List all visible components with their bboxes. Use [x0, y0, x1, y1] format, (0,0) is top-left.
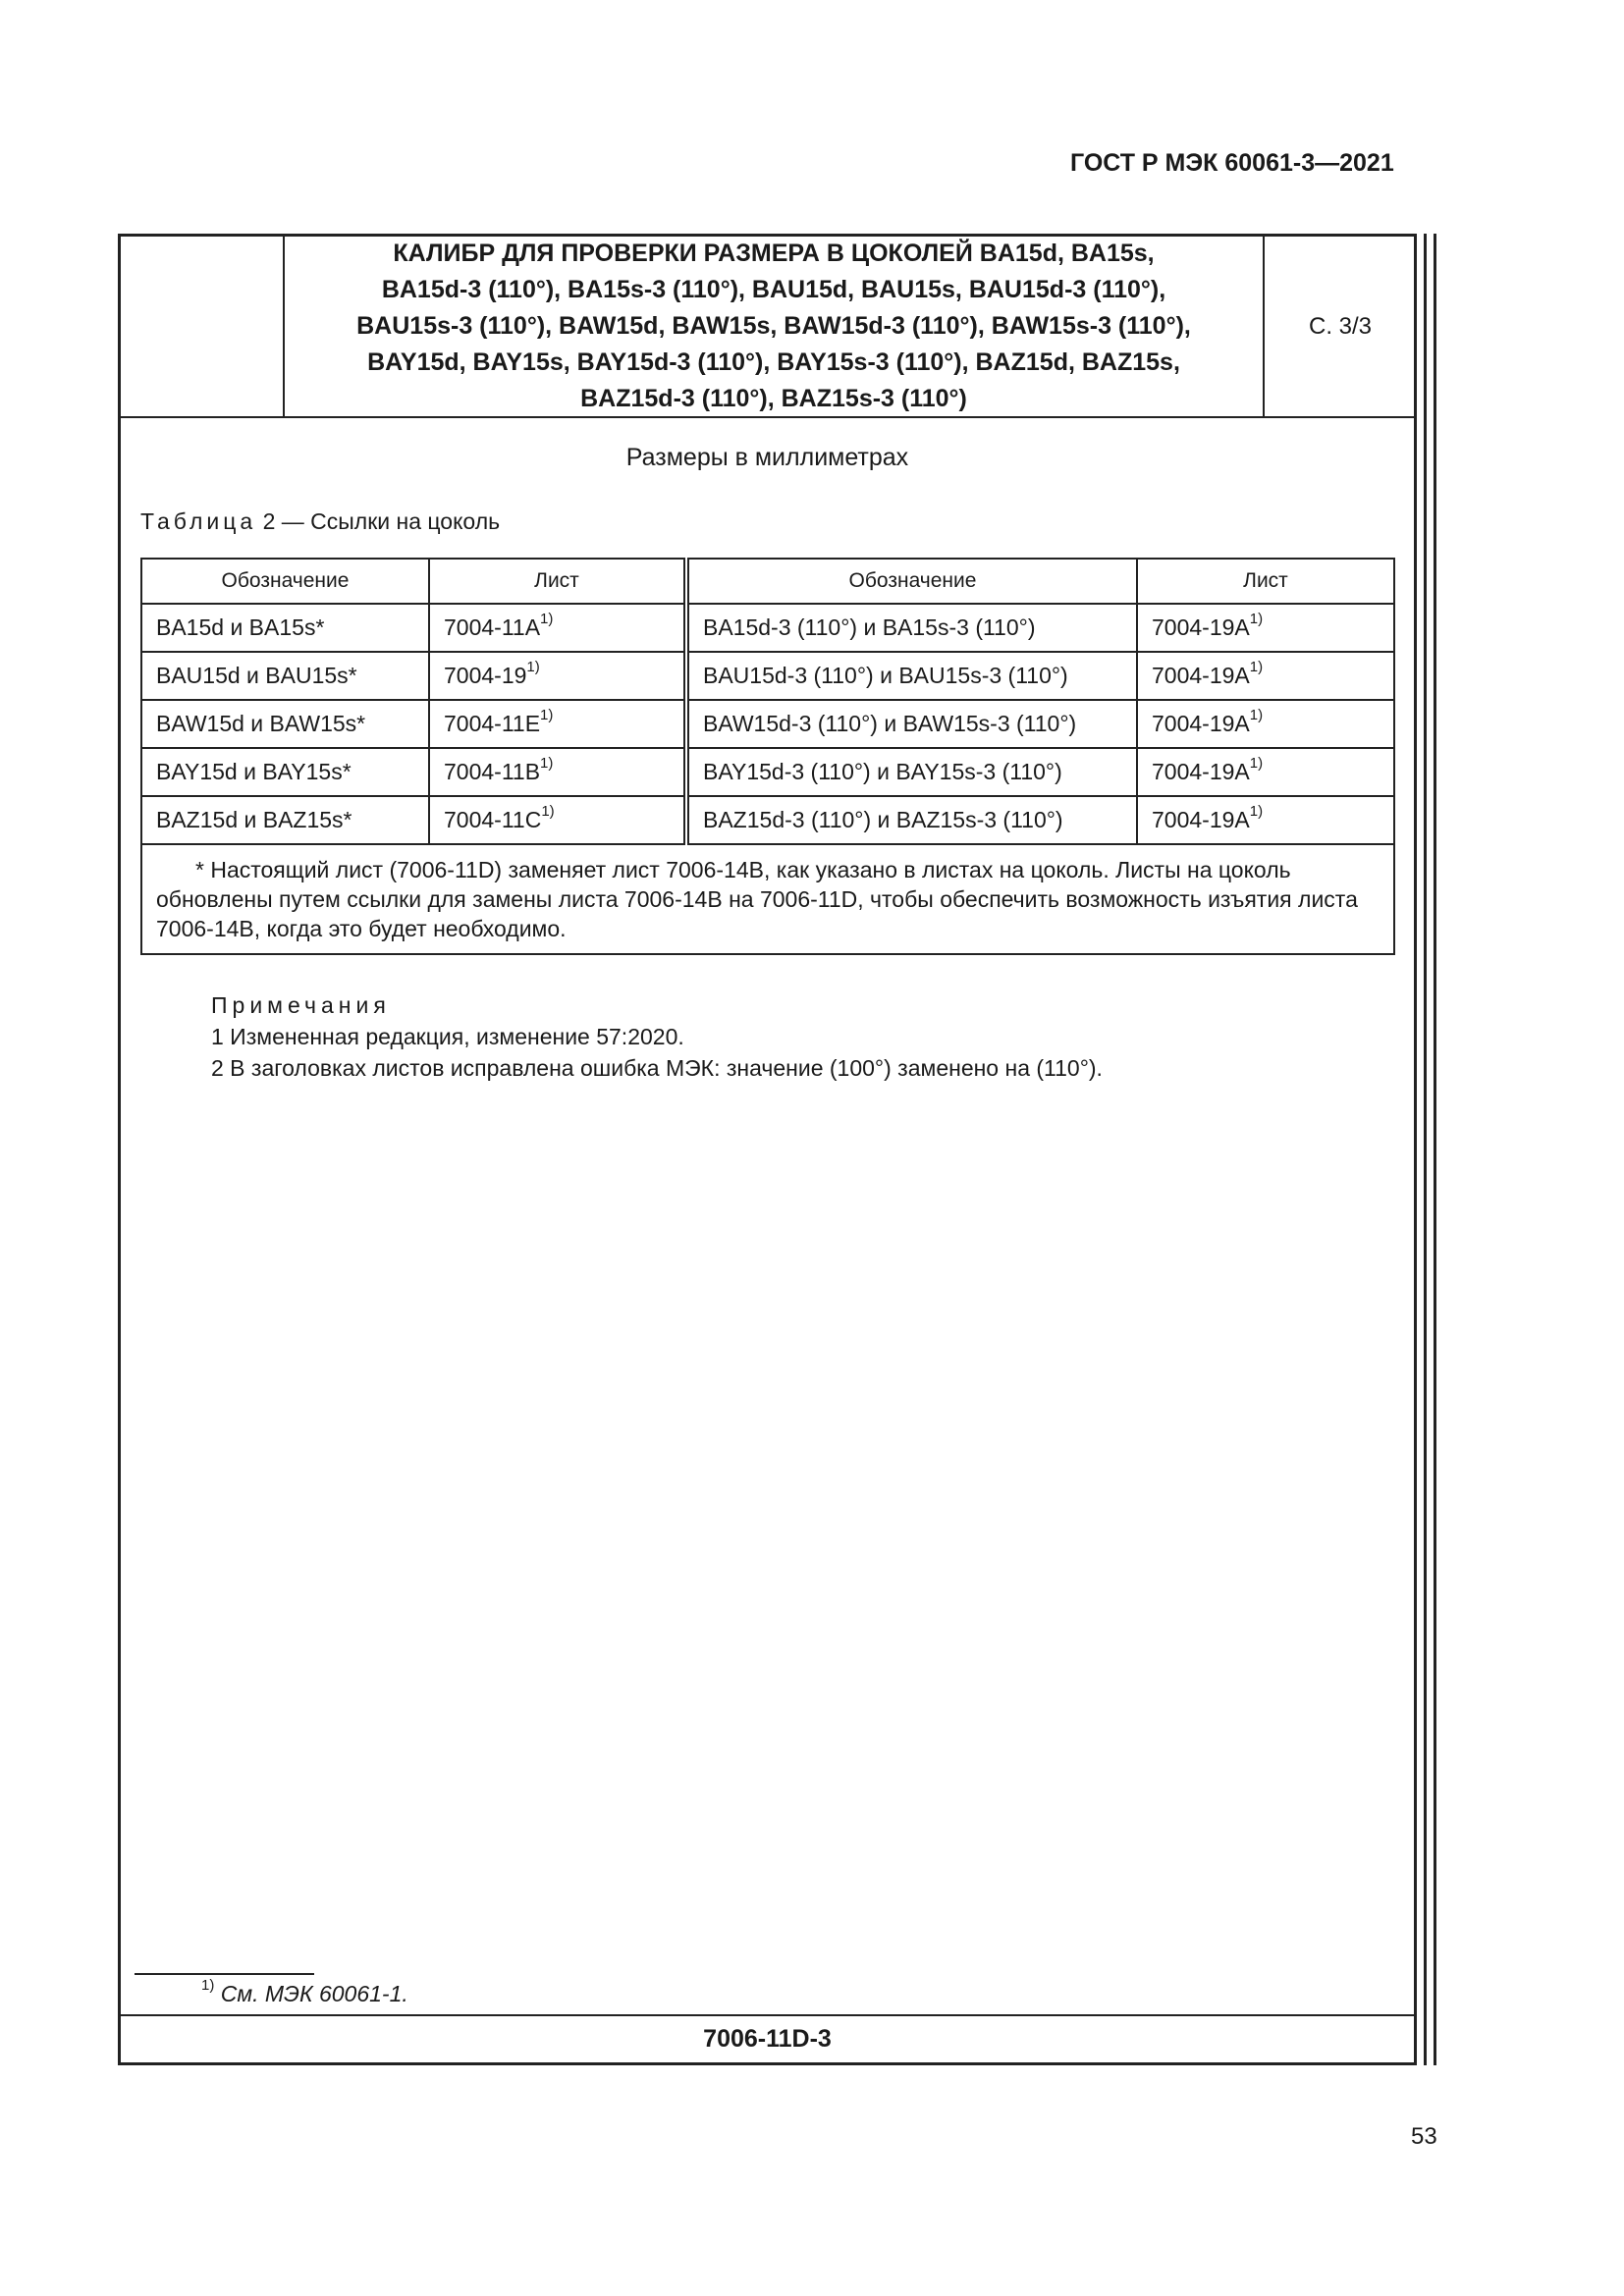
designation-cell: BAY15d и BAY15s*: [141, 748, 429, 796]
title-line: КАЛИБР ДЛЯ ПРОВЕРКИ РАЗМЕРА B ЦОКОЛЕЙ BA15d, BA15s,: [393, 240, 1155, 267]
designation-cell: BAW15d и BAW15s*: [141, 700, 429, 748]
title-line: BAY15d, BAY15s, BAY15d-3 (110°), BAY15s-3 (110°), BAZ15d, BAZ15s,: [367, 348, 1180, 376]
column-header: Обозначение: [141, 559, 429, 604]
reference-table: [140, 558, 1395, 955]
title-line: BAU15s-3 (110°), BAW15d, BAW15s, BAW15d-3 (110°), BAW15s-3 (110°),: [356, 312, 1191, 340]
footnote-text: См. МЭК 60061-1.: [220, 1981, 408, 2006]
table-row: [141, 748, 1394, 796]
note-item: 1 Измененная редакция, изменение 57:2020.: [211, 1024, 684, 1049]
column-header: Обозначение: [686, 559, 1137, 604]
table-caption: [140, 508, 500, 535]
designation-cell: BA15d и BA15s*: [141, 604, 429, 652]
table-note: * Настоящий лист (7006-11D) заменяет лист 7006-14B, как указано в листах на цоколь. Листы на цоколь обновлены путем ссылки для замены листа 7006-14B на 7006-11D, чтобы обеспечить возможность изъятия листа 7006-14B, когда это будет необходимо.: [141, 844, 1394, 954]
designation-cell: BAW15d-3 (110°) и BAW15s-3 (110°): [686, 700, 1137, 748]
header-divider: [121, 416, 1414, 418]
note-item: 2 В заголовках листов исправлена ошибка МЭК: значение (100°) заменено на (110°).: [211, 1055, 1103, 1081]
sheet-cell: $7004-19A^{1)}$: [1137, 748, 1394, 796]
designation-cell: BA15d-3 (110°) и BA15s-3 (110°): [686, 604, 1137, 652]
footnote-rule: [135, 1973, 314, 1975]
designation-cell: BAZ15d и BAZ15s*: [141, 796, 429, 844]
sheet-cell: $7004-19A^{1)}$: [1137, 700, 1394, 748]
table-row: [141, 700, 1394, 748]
designation-cell: BAU15d и BAU15s*: [141, 652, 429, 700]
table-header-row: [141, 559, 1394, 604]
table-caption-prefix: Таблица: [140, 508, 257, 534]
title-line: BAZ15d-3 (110°), BAZ15s-3 (110°): [580, 385, 967, 412]
table-row: [141, 796, 1394, 844]
page-number: 53: [1411, 2123, 1437, 2150]
sheet-cell: 7004-19$^{1)}$: [429, 652, 686, 700]
document-code: ГОСТ Р МЭК 60061-3—2021: [1070, 149, 1394, 177]
sheet-cell: $7004-19A^{1)}$: [1137, 796, 1394, 844]
sheet-title: [285, 237, 1265, 416]
sheet-cell: $7004-19A^{1)}$: [1137, 652, 1394, 700]
table-caption-text: 2 — Ссылки на цоколь: [262, 508, 501, 534]
designation-cell: BAZ15d-3 (110°) и BAZ15s-3 (110°): [686, 796, 1137, 844]
designation-cell: BAU15d-3 (110°) и BAU15s-3 (110°): [686, 652, 1137, 700]
title-line: BA15d-3 (110°), BA15s-3 (110°), BAU15d, BAU15s, BAU15d-3 (110°),: [381, 276, 1166, 303]
table-row: [141, 604, 1394, 652]
sheet-cell: $7004-19A^{1)}$: [1137, 604, 1394, 652]
footnote: [201, 1977, 408, 2007]
frame-edge-rule: [1434, 234, 1436, 2065]
table-note-row: [141, 844, 1394, 954]
column-header: Лист: [1137, 559, 1394, 604]
frame-edge-rule: [1424, 234, 1427, 2065]
sheet-code: 7006-11D-3: [703, 2025, 832, 2053]
sheet-page-indicator: С. 3/3: [1308, 312, 1373, 340]
sheet-cell: $7004-11A^{1)}$: [429, 604, 686, 652]
column-header: Лист: [429, 559, 686, 604]
notes-title: Примечания: [211, 992, 391, 1018]
dimensions-note: Размеры в миллиметрах: [625, 444, 909, 471]
table-row: [141, 652, 1394, 700]
footnote-mark: 1): [201, 1977, 215, 1994]
header-empty-cell: [121, 237, 285, 416]
sheet-cell: $7004-11B^{1)}$: [429, 748, 686, 796]
designation-cell: BAY15d-3 (110°) и BAY15s-3 (110°): [686, 748, 1137, 796]
sheet-cell: $7004-11E^{1)}$: [429, 700, 686, 748]
sheet-cell: $7004-11C^{1)}$: [429, 796, 686, 844]
notes-block: [211, 989, 1103, 1084]
